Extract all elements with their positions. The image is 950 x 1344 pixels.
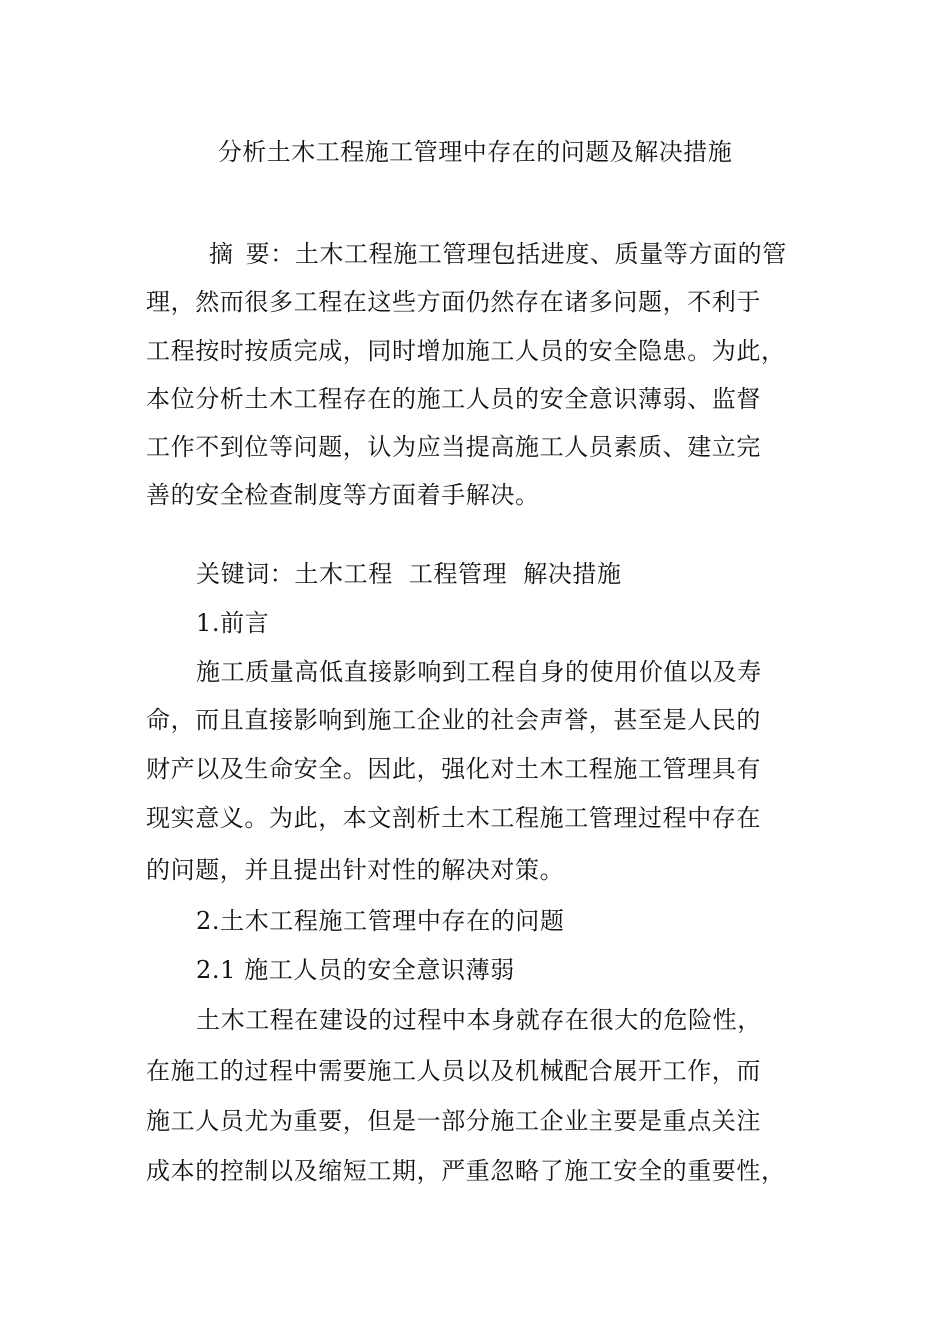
section-1-line-5: 的问题，并且提出针对性的解决对策。 bbox=[146, 856, 565, 884]
abstract-text: 土木工程施工管理包括进度、质量等方面的管 bbox=[294, 240, 787, 268]
section-2-heading: 2.土木工程施工管理中存在的问题 bbox=[196, 907, 565, 935]
keyword-item: 工程管理 bbox=[408, 560, 508, 588]
section-1-line-4: 现实意义。为此，本文剖析土木工程施工管理过程中存在 bbox=[146, 804, 761, 832]
abstract-line-3: 工程按时按质完成，同时增加施工人员的安全隐患。为此， bbox=[146, 337, 786, 365]
abstract-line-4: 本位分析土木工程存在的施工人员的安全意识薄弱、监督 bbox=[146, 385, 761, 413]
abstract-line-5: 工作不到位等问题，认为应当提高施工人员素质、建立完 bbox=[146, 433, 761, 461]
abstract-line-6: 善的安全检查制度等方面着手解决。 bbox=[146, 481, 540, 509]
abstract-label-char1: 摘 bbox=[209, 240, 234, 268]
keywords-label: 关键词： bbox=[196, 560, 295, 588]
abstract-label-char2: 要： bbox=[245, 240, 295, 268]
section-2-1-heading: 2.1 施工人员的安全意识薄弱 bbox=[196, 956, 515, 984]
abstract-line-2: 理，然而很多工程在这些方面仍然存在诸多问题，不利于 bbox=[146, 288, 761, 316]
keywords-line bbox=[196, 556, 622, 592]
section-1-heading: 1.前言 bbox=[196, 609, 270, 637]
section-2-1-line-4: 成本的控制以及缩短工期，严重忽略了施工安全的重要性， bbox=[146, 1157, 786, 1185]
keyword-item: 土木工程 bbox=[294, 560, 393, 588]
section-2-1-line-2: 在施工的过程中需要施工人员以及机械配合展开工作，而 bbox=[146, 1057, 761, 1085]
section-2-1-line-1: 土木工程在建设的过程中本身就存在很大的危险性， bbox=[196, 1006, 762, 1034]
keyword-item: 解决措施 bbox=[523, 560, 622, 588]
section-2-1-line-3: 施工人员尤为重要，但是一部分施工企业主要是重点关注 bbox=[146, 1107, 761, 1135]
document-title: 分析土木工程施工管理中存在的问题及解决措施 bbox=[217, 138, 733, 166]
section-1-line-3: 财产以及生命安全。因此，强化对土木工程施工管理具有 bbox=[146, 755, 761, 783]
section-1-line-2: 命，而且直接影响到施工企业的社会声誉，甚至是人民的 bbox=[146, 706, 761, 734]
abstract-line-1 bbox=[209, 236, 787, 272]
section-1-line-1: 施工质量高低直接影响到工程自身的使用价值以及寿 bbox=[196, 658, 762, 686]
